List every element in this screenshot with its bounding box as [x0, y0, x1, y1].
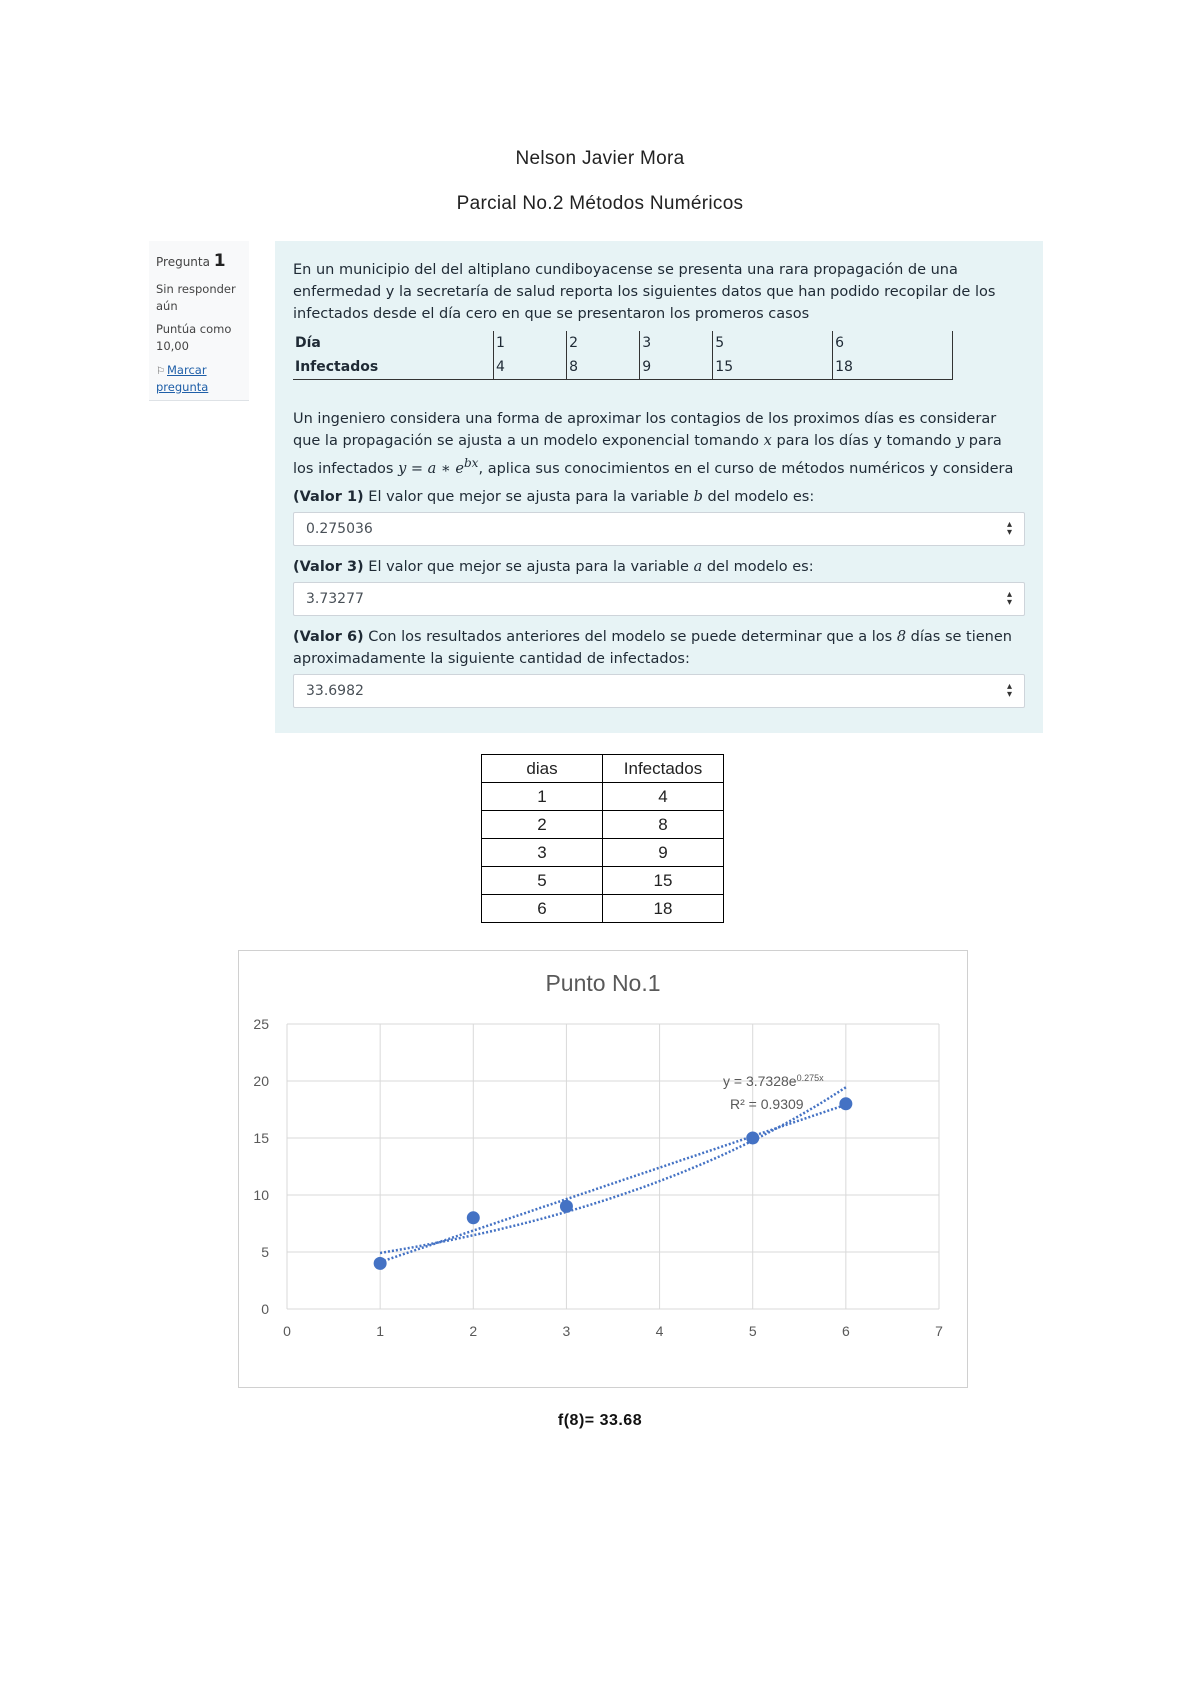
table-cell: 4 [494, 355, 567, 380]
data-point [467, 1211, 480, 1224]
table-cell: 6 [833, 331, 953, 355]
table-cell: 2 [567, 331, 640, 355]
table-cell: 2 [482, 811, 603, 839]
question-body: Un ingeniero considera una forma de aproximar los contagios de los proximos días es considerar que la propagación se ajusta a un modelo exponencial tomando x para los días y tomando y para los infectados y = a ∗ $e^{bx}$, aplica sus conocimientos en el curso de métodos numéricos y considera [293, 411, 1014, 477]
sort-arrows-icon: ▴ ▾ [1006, 518, 1012, 538]
header-infected: Infectados [603, 755, 724, 783]
question-part-1: (Valor 1) El valor que mejor se ajusta para la variable b del modelo es: [293, 488, 815, 505]
y-tick-label: 10 [253, 1187, 269, 1203]
table-cell: Infectados [293, 355, 494, 380]
math-var-x: x [763, 433, 772, 449]
question-intro: En un municipio del del altiplano cundiboyacense se presenta una rara propagación de una enfermedad y la secretaría de salud reporta los siguientes datos que han podido recopilar de los infectados desde el día cero en que se presentaron los promeros casos [293, 262, 996, 322]
table-cell: 5 [713, 331, 833, 355]
data-point [560, 1200, 573, 1213]
math-model: y = a ∗ $e^{bx}$ [398, 456, 479, 477]
trendline-r2: R² = 0.9309 [730, 1096, 804, 1112]
question-part-6: (Valor 6) Con los resultados anteriores del modelo se puede determinar que a los 8 días se tienen aproximadamente la siguiente cantidad de infectados: [293, 628, 1012, 667]
data-point [746, 1132, 759, 1145]
x-tick-label: 4 [655, 1323, 664, 1339]
x-tick-label: 3 [562, 1323, 571, 1339]
flag-question[interactable] [156, 362, 242, 397]
table-row [482, 895, 724, 923]
table-cell: 8 [603, 811, 724, 839]
data-point [839, 1097, 852, 1110]
answer-select-b[interactable]: 0.275036 ▴ ▾ [293, 512, 1025, 546]
scatter-chart [239, 951, 967, 1387]
answer-select-a[interactable]: 3.73277 ▴ ▾ [293, 582, 1025, 616]
y-tick-label: 5 [261, 1244, 269, 1260]
table-cell: Día [293, 331, 494, 355]
question-status: Sin responder aún [156, 281, 236, 313]
table-cell: 15 [713, 355, 833, 380]
header-days: dias [482, 755, 603, 783]
y-tick-label: 15 [253, 1130, 269, 1146]
answer-select-infected[interactable]: 33.6982 ▴ ▾ [293, 674, 1025, 708]
author-name: Nelson Javier Mora [515, 148, 685, 169]
table-cell: 9 [603, 839, 724, 867]
x-tick-label: 7 [935, 1323, 943, 1339]
x-tick-label: 1 [376, 1323, 385, 1339]
math-var-y: y [955, 433, 965, 449]
table-cell: 4 [603, 783, 724, 811]
table-row [482, 839, 724, 867]
question-number: Pregunta 1 [156, 251, 226, 271]
table-row [293, 355, 953, 380]
x-tick-label: 0 [283, 1323, 291, 1339]
table-cell: 8 [567, 355, 640, 380]
table-cell: 18 [603, 895, 724, 923]
table-cell: 3 [640, 331, 713, 355]
table-cell: 15 [603, 867, 724, 895]
document-subtitle: Parcial No.2 Métodos Numéricos [456, 193, 744, 214]
question-panel [275, 241, 1043, 733]
x-tick-label: 6 [841, 1323, 850, 1339]
table-row [482, 783, 724, 811]
table-row [482, 867, 724, 895]
flag-question-link[interactable]: Marcar pregunta [156, 362, 209, 394]
table-cell: 1 [482, 783, 603, 811]
trendline-equation: $y = 3.7328e^{0.275x}$ [723, 1073, 824, 1089]
y-tick-label: 0 [261, 1301, 269, 1317]
table-cell: 18 [833, 355, 953, 380]
table-cell: 3 [482, 839, 603, 867]
question-info-box [149, 241, 249, 401]
question-data-table [293, 331, 953, 380]
x-tick-label: 5 [748, 1323, 757, 1339]
x-tick-label: 2 [469, 1323, 478, 1339]
chart-title: Punto No.1 [545, 970, 661, 996]
trendline-linear [380, 1105, 846, 1262]
question-score: Puntúa como 10,00 [156, 322, 232, 354]
table-cell: 6 [482, 895, 603, 923]
flag-icon: ⚐ [156, 365, 165, 377]
chart-container [238, 950, 968, 1388]
table-cell: 1 [494, 331, 567, 355]
sort-arrows-icon: ▴ ▾ [1006, 588, 1012, 608]
data-table [481, 754, 724, 923]
table-header-row [482, 755, 724, 783]
y-tick-label: 20 [253, 1073, 269, 1089]
question-part-3: (Valor 3) El valor que mejor se ajusta para la variable a del modelo es: [293, 558, 814, 575]
sort-arrows-icon: ▴ ▾ [1006, 680, 1012, 700]
table-cell: 5 [482, 867, 603, 895]
trendline-exponential [380, 1087, 846, 1253]
result-text: f(8)= 33.68 [557, 1412, 643, 1429]
table-cell: 9 [640, 355, 713, 380]
data-point [374, 1257, 387, 1270]
table-row [293, 331, 953, 355]
table-row [482, 811, 724, 839]
y-tick-label: 25 [253, 1016, 269, 1032]
